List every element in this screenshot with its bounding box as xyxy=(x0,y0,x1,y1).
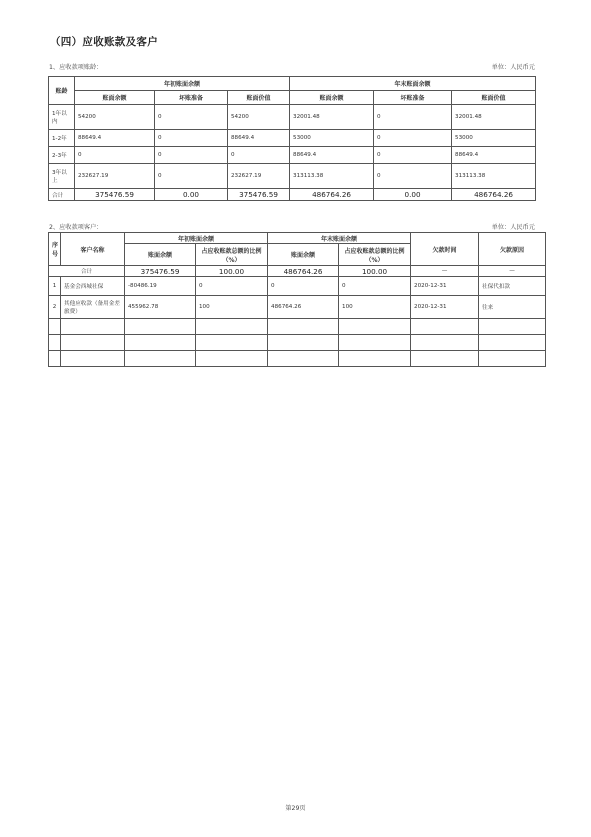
aging-end-header: 年末账面余额 xyxy=(290,77,536,91)
aging-bad-debt-end-header: 坏账准备 xyxy=(374,91,452,105)
aging-book-value-header: 账面价值 xyxy=(228,91,290,105)
table-cell xyxy=(196,351,268,367)
table-cell: 0 xyxy=(75,147,155,164)
table-cell: 100.00 xyxy=(339,266,411,277)
aging-begin-header: 年初账面余额 xyxy=(75,77,290,91)
table-cell: 100 xyxy=(196,296,268,319)
table-cell: 0 xyxy=(374,130,452,147)
table-cell: 0.00 xyxy=(155,189,228,201)
table-cell xyxy=(61,335,125,351)
aging-unit: 单位：人民币元 xyxy=(491,64,535,71)
customers-unit: 单位：人民币元 xyxy=(491,224,535,231)
table-cell: 1年以内 xyxy=(49,105,75,130)
table-row xyxy=(49,164,536,189)
table-cell: 0 xyxy=(155,105,228,130)
table-row xyxy=(49,319,546,335)
table-cell: 2020-12-31 xyxy=(411,277,479,296)
table-cell: 2-3年 xyxy=(49,147,75,164)
table-cell: 2 xyxy=(49,296,61,319)
table-cell: 486764.26 xyxy=(268,296,339,319)
table-cell: 2020-12-31 xyxy=(411,296,479,319)
table-cell: — xyxy=(411,266,479,277)
table-cell xyxy=(49,351,61,367)
page-title: （四）应收账款及客户 xyxy=(50,36,158,48)
customers-table xyxy=(48,232,546,367)
customers-owed-reason-header: 欠款原因 xyxy=(479,233,546,266)
table-cell: 0 xyxy=(268,277,339,296)
table-cell: 社保代扣款 xyxy=(479,277,546,296)
table-cell xyxy=(339,319,411,335)
table-cell xyxy=(479,335,546,351)
table-cell xyxy=(125,319,196,335)
aging-book-balance-end-header: 账面余额 xyxy=(290,91,374,105)
customers-begin-header: 年初账面余额 xyxy=(125,233,268,244)
table-cell: 375476.59 xyxy=(75,189,155,201)
table-cell: -80486.19 xyxy=(125,277,196,296)
table-cell xyxy=(268,335,339,351)
table-cell: 100.00 xyxy=(196,266,268,277)
table-row xyxy=(49,335,546,351)
table-row xyxy=(49,105,536,130)
table-cell xyxy=(339,335,411,351)
customers-name-header: 客户名称 xyxy=(61,233,125,266)
table-cell xyxy=(268,319,339,335)
table-cell xyxy=(61,351,125,367)
customers-owed-time-header: 欠款时间 xyxy=(411,233,479,266)
table-cell: 313113.38 xyxy=(290,164,374,189)
aging-bad-debt-header: 坏账准备 xyxy=(155,91,228,105)
table-cell: 32001.48 xyxy=(452,105,536,130)
table-cell xyxy=(479,319,546,335)
table-cell: 1 xyxy=(49,277,61,296)
table-cell: 合计 xyxy=(49,266,125,277)
table-row xyxy=(49,130,536,147)
customers-ratio-header: 占应收账款总额的比例（%） xyxy=(196,244,268,266)
customers-subtitle: 2、应收款项客户： xyxy=(49,224,103,231)
table-cell: — xyxy=(479,266,546,277)
aging-table xyxy=(48,76,536,201)
table-cell xyxy=(49,335,61,351)
table-cell: 88649.4 xyxy=(290,147,374,164)
table-cell xyxy=(125,335,196,351)
table-cell: 455962.78 xyxy=(125,296,196,319)
table-cell: 88649.4 xyxy=(452,147,536,164)
aging-age-header: 账龄 xyxy=(49,77,75,105)
table-cell: 0 xyxy=(155,164,228,189)
table-cell: 0 xyxy=(339,277,411,296)
table-cell: 375476.59 xyxy=(228,189,290,201)
table-row-total xyxy=(49,266,546,277)
table-cell: 53000 xyxy=(452,130,536,147)
table-cell: 88649.4 xyxy=(228,130,290,147)
table-cell: 0 xyxy=(196,277,268,296)
table-cell: 486764.26 xyxy=(452,189,536,201)
customers-book-balance-header: 账面余额 xyxy=(125,244,196,266)
customers-end-header: 年末账面余额 xyxy=(268,233,411,244)
aging-book-balance-header: 账面余额 xyxy=(75,91,155,105)
table-cell: 100 xyxy=(339,296,411,319)
table-cell xyxy=(479,351,546,367)
table-cell xyxy=(196,319,268,335)
table-cell: 54200 xyxy=(228,105,290,130)
table-cell: 1-2年 xyxy=(49,130,75,147)
table-cell: 232627.19 xyxy=(228,164,290,189)
aging-book-value-end-header: 账面价值 xyxy=(452,91,536,105)
table-cell: 54200 xyxy=(75,105,155,130)
table-row xyxy=(49,351,546,367)
table-cell: 基金会西城社保 xyxy=(61,277,125,296)
table-cell: 0 xyxy=(374,164,452,189)
table-cell: 往来 xyxy=(479,296,546,319)
customers-no-header: 序号 xyxy=(49,233,61,266)
table-cell: 32001.48 xyxy=(290,105,374,130)
customers-book-balance-end-header: 账面余额 xyxy=(268,244,339,266)
table-cell: 486764.26 xyxy=(268,266,339,277)
table-row xyxy=(49,147,536,164)
table-cell: 合计 xyxy=(49,189,75,201)
table-cell: 313113.38 xyxy=(452,164,536,189)
table-cell: 0.00 xyxy=(374,189,452,201)
aging-subtitle: 1、应收款项账龄： xyxy=(49,64,103,71)
table-cell xyxy=(268,351,339,367)
table-cell xyxy=(411,335,479,351)
table-cell xyxy=(61,319,125,335)
table-cell xyxy=(339,351,411,367)
table-cell: 486764.26 xyxy=(290,189,374,201)
table-cell: 88649.4 xyxy=(75,130,155,147)
table-cell: 其他应收款（备用金差旅费） xyxy=(61,296,125,319)
customers-ratio-end-header: 占应收账款总额的比例（%） xyxy=(339,244,411,266)
table-cell xyxy=(411,351,479,367)
table-row-total xyxy=(49,189,536,201)
table-cell: 3年以上 xyxy=(49,164,75,189)
table-cell xyxy=(125,351,196,367)
table-cell xyxy=(196,335,268,351)
table-cell xyxy=(49,319,61,335)
table-row xyxy=(49,296,546,319)
table-cell: 0 xyxy=(374,147,452,164)
table-cell: 375476.59 xyxy=(125,266,196,277)
table-cell: 0 xyxy=(155,130,228,147)
page-number: 第29页 xyxy=(285,805,306,812)
table-cell xyxy=(411,319,479,335)
table-row xyxy=(49,277,546,296)
table-cell: 0 xyxy=(228,147,290,164)
table-cell: 0 xyxy=(374,105,452,130)
table-cell: 232627.19 xyxy=(75,164,155,189)
table-cell: 0 xyxy=(155,147,228,164)
table-cell: 53000 xyxy=(290,130,374,147)
